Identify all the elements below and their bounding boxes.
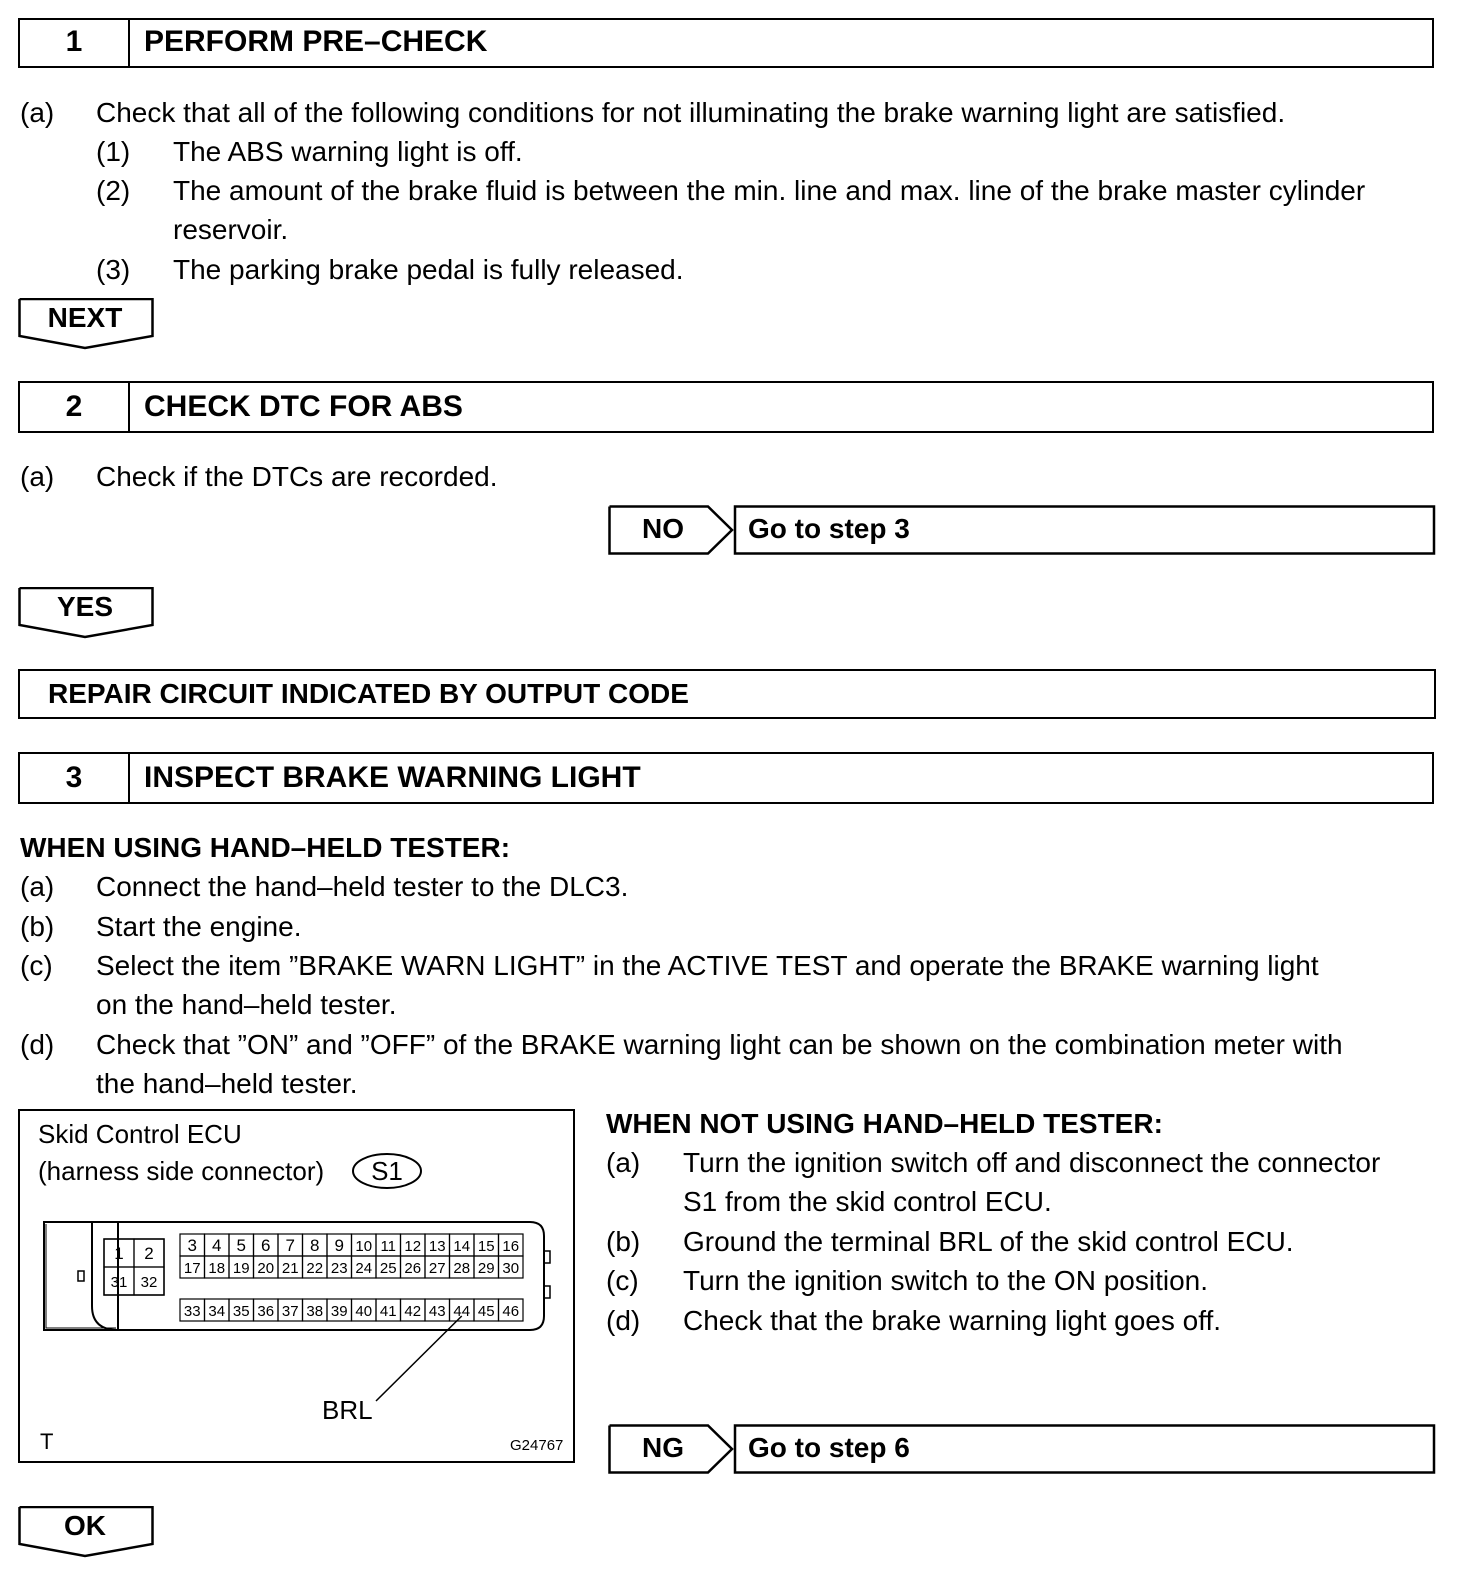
pin-label: 17 [183, 1260, 201, 1277]
pin-label: 46 [502, 1303, 520, 1320]
item-label: (d) [20, 1029, 55, 1060]
pin-label: 26 [404, 1260, 422, 1277]
pin-label: 5 [236, 1236, 246, 1255]
item-label: (a) [20, 461, 55, 492]
pin-label: 25 [379, 1260, 397, 1277]
pin-label: 30 [502, 1260, 520, 1277]
pin-label: 32 [140, 1274, 158, 1291]
connector-figure [18, 1109, 575, 1463]
pin-label: 28 [453, 1260, 471, 1277]
pin-label: 34 [208, 1303, 226, 1320]
pin-label: 3 [187, 1236, 197, 1255]
item-text: Check that the brake warning light goes off. [683, 1305, 1222, 1336]
pin-label: 10 [355, 1238, 373, 1255]
item-label: (d) [606, 1305, 641, 1336]
pin-label: 41 [379, 1303, 397, 1320]
pin-label: 19 [232, 1260, 250, 1277]
item-text: Check if the DTCs are recorded. [96, 461, 498, 492]
sub-item-text-cont: reservoir. [173, 214, 289, 245]
step-title: CHECK DTC FOR ABS [144, 390, 463, 423]
pin-label: 23 [330, 1260, 348, 1277]
step-3-header [18, 752, 1434, 804]
pin-label: 44 [453, 1303, 471, 1320]
step-1-header [18, 18, 1434, 68]
corner-mark: T [40, 1429, 54, 1454]
sub-item-text: The parking brake pedal is fully released. [173, 254, 684, 285]
step-2-header [18, 381, 1434, 433]
ng-label: NG [642, 1432, 684, 1463]
pin-label: 24 [355, 1260, 373, 1277]
item-text: Start the engine. [96, 911, 302, 942]
item-text-cont: the hand–held tester. [96, 1068, 358, 1099]
result-box-shape [608, 505, 1436, 557]
step-title: INSPECT BRAKE WARNING LIGHT [144, 761, 641, 794]
item-text: Turn the ignition switch off and disconnect the connector [683, 1147, 1381, 1178]
pin-label: 40 [355, 1303, 373, 1320]
connector-drawing [20, 1111, 572, 1461]
pin-label: 1 [114, 1244, 124, 1263]
pin-label: 6 [261, 1236, 271, 1255]
yes-tag [18, 587, 154, 639]
sub-item-text: The ABS warning light is off. [173, 136, 523, 167]
figure-title: Skid Control ECU [38, 1119, 242, 1149]
sub-item-label: (2) [96, 175, 131, 206]
ok-tag [18, 1506, 154, 1558]
connector-key-left [78, 1271, 84, 1281]
pin-label: 21 [281, 1260, 299, 1277]
no-result-box [608, 505, 1436, 557]
pin-label: 37 [281, 1303, 299, 1320]
item-label: (a) [20, 871, 55, 902]
tester-heading: WHEN USING HAND–HELD TESTER: [20, 832, 511, 863]
next-tag [18, 298, 154, 350]
sub-item-text: The amount of the brake fluid is between the min. line and max. line of the brake master cylinder [173, 175, 1366, 206]
step-number: 3 [20, 754, 130, 802]
item-text: Check that ”ON” and ”OFF” of the BRAKE warning light can be shown on the combination meter with [96, 1029, 1343, 1060]
item-text: Ground the terminal BRL of the skid control ECU. [683, 1226, 1294, 1257]
item-label: (c) [20, 950, 53, 981]
no-tester-heading: WHEN NOT USING HAND–HELD TESTER: [606, 1108, 1163, 1139]
ng-result-box [608, 1424, 1436, 1476]
ng-target: Go to step 6 [748, 1432, 910, 1463]
repair-action-box [18, 669, 1436, 719]
step-number: 1 [20, 20, 130, 66]
pin-label: 20 [257, 1260, 275, 1277]
pin-label: 35 [232, 1303, 250, 1320]
sub-item-label: (3) [96, 254, 131, 285]
pin-label: 38 [306, 1303, 324, 1320]
item-label: (a) [20, 97, 55, 128]
pin-label: 18 [208, 1260, 226, 1277]
brl-label: BRL [322, 1395, 373, 1425]
pin-label: 2 [144, 1244, 154, 1263]
pin-label: 11 [380, 1238, 397, 1255]
pin-label: 12 [404, 1238, 422, 1255]
no-target: Go to step 3 [748, 513, 910, 544]
pin-label: 33 [183, 1303, 201, 1320]
pin-label: 13 [428, 1238, 446, 1255]
step-title: PERFORM PRE–CHECK [144, 25, 488, 58]
brl-leader-line [376, 1316, 462, 1401]
pin-label: 42 [404, 1303, 422, 1320]
pin-label: 29 [477, 1260, 495, 1277]
sub-item-label: (1) [96, 136, 131, 167]
pin-label: 39 [330, 1303, 348, 1320]
pin-label: 4 [212, 1236, 222, 1255]
item-text: Connect the hand–held tester to the DLC3. [96, 871, 629, 902]
pin-label: 22 [306, 1260, 324, 1277]
pin-label: 7 [285, 1236, 295, 1255]
pin-label: 9 [334, 1236, 344, 1255]
next-label: NEXT [47, 302, 123, 333]
item-label: (b) [20, 911, 55, 942]
pin-label: 15 [477, 1238, 495, 1255]
item-label: (c) [606, 1265, 639, 1296]
pin-label: 45 [477, 1303, 495, 1320]
item-text: Check that all of the following conditions for not illuminating the brake warning light are satisfied. [96, 97, 1286, 128]
pin-label: 27 [428, 1260, 446, 1277]
step-number: 2 [20, 383, 130, 431]
pin-label: 8 [310, 1236, 320, 1255]
pin-label: 36 [257, 1303, 275, 1320]
item-text-cont: on the hand–held tester. [96, 989, 397, 1020]
figure-code: G24767 [510, 1437, 564, 1454]
item-label: (a) [606, 1147, 641, 1178]
figure-subtitle: (harness side connector) [38, 1156, 325, 1186]
item-label: (b) [606, 1226, 641, 1257]
pin-label: 16 [502, 1238, 520, 1255]
connector-latch [44, 1222, 118, 1330]
ok-label: OK [64, 1510, 106, 1541]
item-text-cont: S1 from the skid control ECU. [683, 1186, 1052, 1217]
result-box-shape [608, 1424, 1436, 1476]
yes-label: YES [56, 591, 114, 622]
connector-id: S1 [371, 1156, 403, 1186]
pin-label: 43 [428, 1303, 446, 1320]
pin-label: 14 [453, 1238, 471, 1255]
item-text: Turn the ignition switch to the ON position. [683, 1265, 1208, 1296]
item-text: Select the item ”BRAKE WARN LIGHT” in the ACTIVE TEST and operate the BRAKE warning light [96, 950, 1319, 981]
repair-text: REPAIR CIRCUIT INDICATED BY OUTPUT CODE [48, 678, 689, 709]
pin-label: 31 [110, 1274, 128, 1291]
no-label: NO [642, 513, 684, 544]
